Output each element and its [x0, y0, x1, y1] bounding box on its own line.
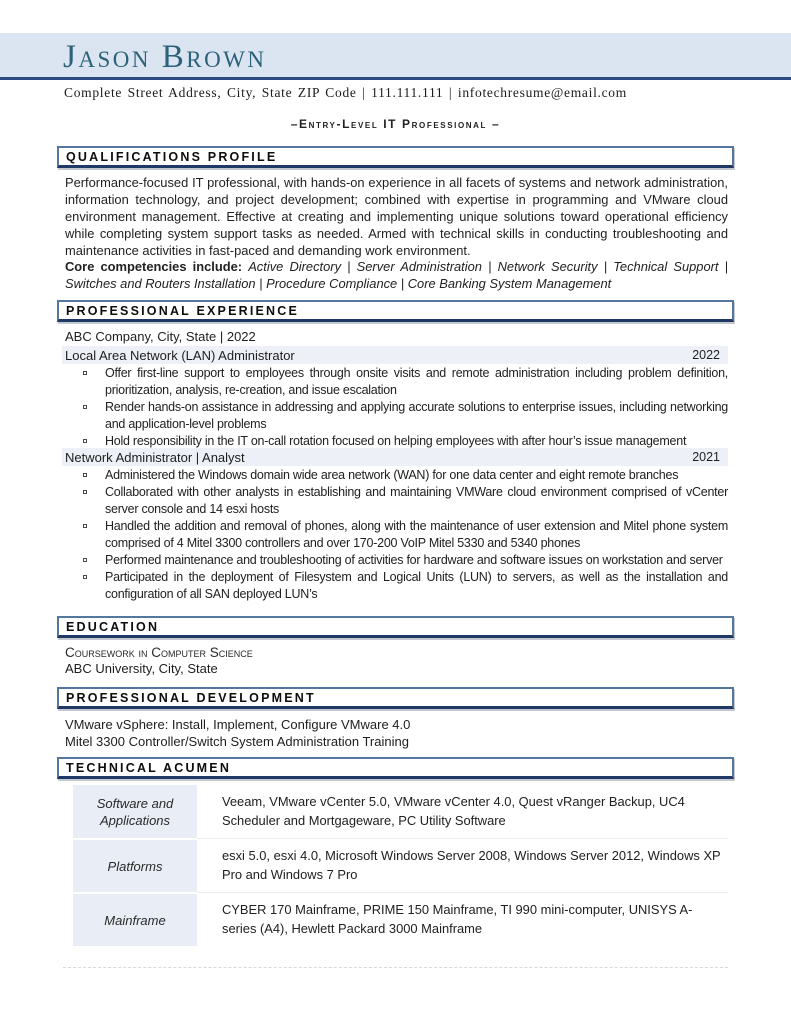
technical-acumen-table: [73, 785, 728, 946]
table-row-value: Veeam, VMware vCenter 5.0, VMware vCenter 4.0, Quest vRanger Backup, UC4 Scheduler and Mortgageware, PC Utility Software: [222, 794, 685, 828]
bullet-item: [57, 569, 728, 603]
bullet-text: Offer first-line support to employees through onsite visits and remote administration including problem definition, prioritization, analysis, re-creation, and issue escalation: [105, 366, 728, 397]
bullet-item: [57, 399, 728, 433]
table-row-label: Software and Applications: [73, 785, 197, 838]
education-degree: Coursework in Computer Science: [65, 645, 253, 660]
bullet-item: [57, 365, 728, 399]
bullet-text: Participated in the deployment of Filesystem and Logical Units (LUN) to servers, as well as the installation and configuration of all SAN deployed LUN’s: [105, 570, 728, 601]
development-items: [65, 716, 728, 750]
role-title: Network Administrator | Analyst: [65, 449, 245, 465]
bullet-item: [57, 552, 728, 569]
section-title: TECHNICAL ACUMEN: [66, 760, 232, 775]
section-title: QUALIFICATIONS PROFILE: [66, 149, 278, 164]
role-year: 2022: [692, 348, 720, 362]
core-competencies-label: Core competencies include:: [65, 259, 243, 274]
table-row: [73, 892, 728, 946]
table-row: [73, 785, 728, 838]
table-row-label: Platforms: [73, 838, 197, 892]
contact-line: Complete Street Address, City, State ZIP Code | 111.111.111 | infotechresume@email.com: [64, 85, 627, 100]
bullet-square-icon: [83, 473, 87, 477]
person-name: Jason Brown: [63, 39, 267, 75]
qualifications-summary: Performance-focused IT professional, with hands-on experience in all facets of systems and network administration, information technology, and project development; combined with expertise in programming and VMware cloud environment management. Effective at creating and implementing unique solutions toward operational efficiency while completing system support tasks as needed. Armed with technical skills in conducting troubleshooting and maintenance activities in fast-paced and demanding work environment.: [65, 175, 728, 258]
table-row-value: esxi 5.0, esxi 4.0, Microsoft Windows Server 2008, Windows Server 2012, Windows XP Pro and Windows 7 Pro: [197, 838, 728, 892]
education-school: ABC University, City, State: [65, 661, 218, 676]
bullet-square-icon: [83, 405, 87, 409]
section-title: PROFESSIONAL EXPERIENCE: [66, 303, 300, 318]
bullet-square-icon: [83, 524, 87, 528]
role-title: Local Area Network (LAN) Administrator: [65, 347, 295, 363]
bullet-text: Collaborated with other analysts in establishing and maintaining VMWare cloud environment comprised of vCenter server console and 14 esxi hosts: [105, 485, 728, 516]
table-row-label: Mainframe: [73, 892, 197, 946]
bullet-square-icon: [83, 490, 87, 494]
bullet-square-icon: [83, 371, 87, 375]
role-bullet-list: [57, 467, 728, 603]
bullet-square-icon: [83, 558, 87, 562]
section-header-development: [57, 687, 734, 709]
header-band: [0, 33, 791, 80]
role-title-band: [62, 448, 728, 466]
development-item: VMware vSphere: Install, Implement, Configure VMware 4.0: [65, 717, 411, 732]
bullet-text: Render hands-on assistance in addressing and applying accurate solutions to enterprise issues, including networking and application-level problems: [105, 400, 728, 431]
bullet-text: Performed maintenance and troubleshooting of activities for hardware and software issues on workstation and server: [105, 553, 723, 567]
section-header-technical: [57, 757, 734, 779]
section-header-experience: [57, 300, 734, 322]
bullet-text: Hold responsibility in the IT on-call rotation focused on helping employees with after hour’s issue management: [105, 434, 687, 448]
bullet-item: [57, 467, 728, 484]
role-bullet-list: [57, 365, 728, 450]
table-row-value: CYBER 170 Mainframe, PRIME 150 Mainframe, TI 990 mini-computer, UNISYS A-series (A4), Hewlett Packard 3000 Mainframe: [197, 892, 728, 946]
section-title: EDUCATION: [66, 619, 160, 634]
bullet-square-icon: [83, 439, 87, 443]
table-row: [73, 838, 728, 892]
company-line: ABC Company, City, State | 2022: [65, 329, 256, 344]
section-header-education: [57, 616, 734, 638]
footer-divider: [63, 967, 728, 968]
development-item: Mitel 3300 Controller/Switch System Administration Training: [65, 734, 409, 749]
bullet-square-icon: [83, 575, 87, 579]
role-title-band: [62, 346, 728, 364]
section-header-qualifications: [57, 146, 734, 168]
section-title: PROFESSIONAL DEVELOPMENT: [66, 690, 316, 705]
bullet-item: [57, 518, 728, 552]
core-competencies: [65, 259, 728, 293]
bullet-text: Administered the Windows domain wide area network (WAN) for one data center and eight remote branches: [105, 468, 679, 482]
core-competencies-list: Active Directory | Server Administration | Network Security | Technical Support | Switches and Routers Installation | Procedure Compliance | Core Banking System Management: [65, 259, 728, 291]
role-year: 2021: [692, 450, 720, 464]
resume-tagline: –Entry-Level IT Professional –: [290, 117, 501, 131]
bullet-item: [57, 484, 728, 518]
bullet-text: Handled the addition and removal of phones, along with the maintenance of user extension and Mitel phone system comprised of 4 Mitel 3300 controllers and over 170-200 VoIP Mitel 5330 and 5340 phones: [105, 519, 728, 550]
